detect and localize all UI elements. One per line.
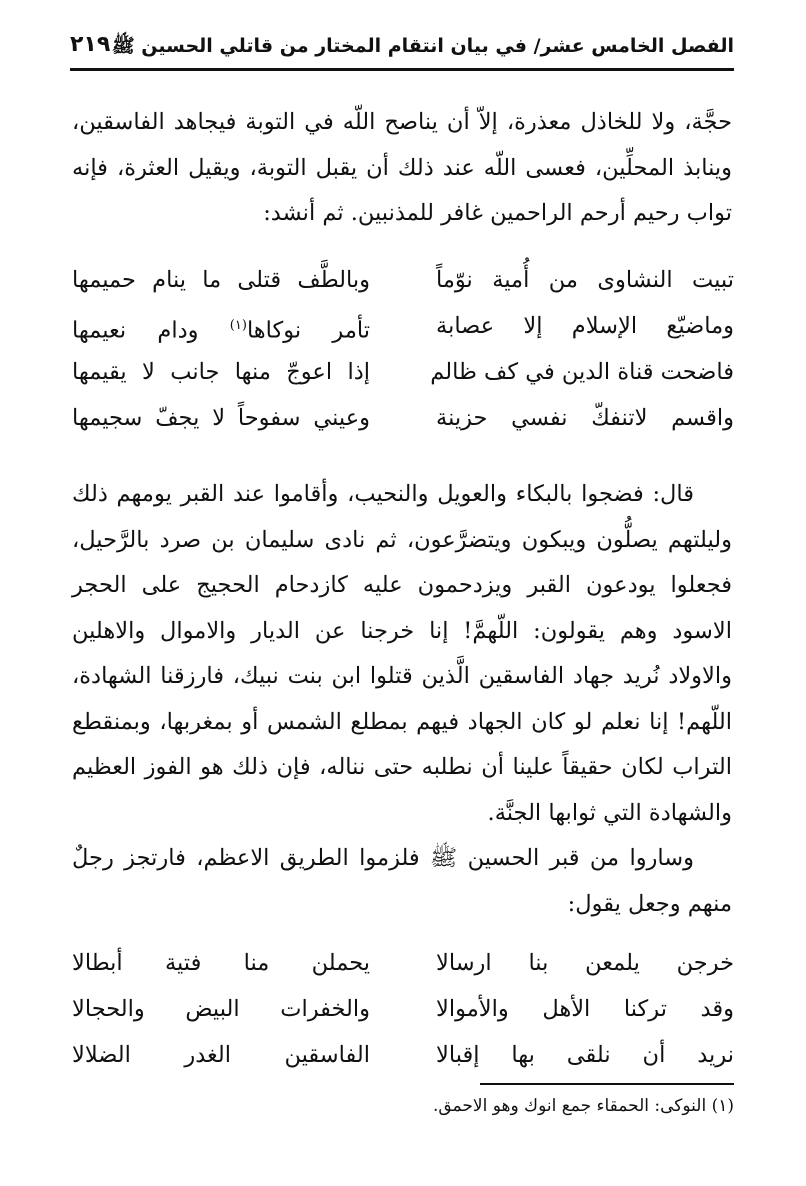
poem-line [72,400,734,446]
paragraph: وساروا من قبر الحسين ﷺ فلزموا الطريق الاعظم، فارتجز رجلٌ منهم وجعل يقول: [72,845,732,917]
header-divider [70,68,734,71]
footnote: (١) النوكى: الحمقاء جمع انوك وهو الاحمق. [432,1096,734,1116]
poem-hemistich-second: وبالطَّف قتلى ما ينام حميمها [72,267,370,293]
footnote-divider [480,1083,734,1085]
hemistich-text: ودام نعيمها [72,317,230,344]
poem-hemistich-first: خرجن يلمعن بنا ارسالا [436,950,734,976]
hemistich-text: تأمر نوكاها [246,317,370,344]
poem-hemistich-first: وقد تركنا الأهل والأموالا [436,996,734,1022]
poem-hemistich-second: يحملن منا فتية أبطالا [72,950,370,976]
poem-hemistich-second: والخفرات البيض والحجالا [72,996,370,1022]
poem-line [72,945,734,991]
paragraph: حجَّة، ولا للخاذل معذرة، إلاّ أن يناصح اللّه في التوبة فيجاهد الفاسقين، وينابذ المحلِّين، فعسى اللّه عند ذلك أن يقبل التوبة، ويقيل العثرة، فإنه تواب رحيم أرحم الراحمين غافر للمذنبين. ثم أنشد: [72,109,732,226]
poem-hemistich-first: نريد أن نلقى بها إقبالا [436,1042,734,1068]
poem-hemistich-second [72,308,370,349]
poem-line [72,991,734,1037]
poem-hemistich-first: فاضحت قناة الدين في كف ظالم [430,359,734,385]
footnote-marker: (١) [229,318,247,333]
poem-line [72,308,734,354]
paragraph: قال: فضجوا بالبكاء والعويل والنحيب، وأقاموا عند القبر يومهم ذلك وليلتهم يصلُّون ويبكون ويتضرَّعون، ثم نادى سليمان بن صرد بالرَّحيل، فجعلوا يودعون القبر ويزدحمون عليه كازدحام الحجيج على الحجر الاسود وهم يقولون: اللّهمَّ! إنا خرجنا عن الديار والاموال والاهلين والاولاد نُريد جهاد الفاسقين الَّذين قتلوا ابن بنت نبيك، فارزقنا الشهادة، اللّهم! إنا نعلم لو كان الجهاد فيهم بمطلع الشمس أو بمغربها، وبمنقطع التراب لكان حقيقاً علينا أن نطلبه حتى نناله، فإن ذلك هو الفوز العظيم والشهادة التي ثوابها الجنَّة. [72,481,732,826]
poem-line [72,1037,734,1083]
chapter-title: الفصل الخامس عشر/ في بيان انتقام المختار من قاتلي الحسين ﷺ [111,35,734,57]
poem-hemistich-second: الفاسقين الغدر الضلالا [72,1042,370,1068]
poem-hemistich-first: وماضيّع الإسلام إلا عصابة [436,313,734,339]
poem-hemistich-first: تبيت النشاوى من أُمية نوّماً [436,267,734,293]
page-number: ٢١٩ [70,32,111,57]
poem-hemistich-first: واقسم لاتنفكّ نفسي حزينة [436,405,734,431]
running-header [70,30,734,66]
poem-line [72,354,734,400]
poem-hemistich-second: وعيني سفوحاً لا يجفّ سجيمها [72,405,370,431]
poem-hemistich-second: إذا اعوجّ منها جانب لا يقيمها [72,359,370,385]
poem-line [72,262,734,308]
